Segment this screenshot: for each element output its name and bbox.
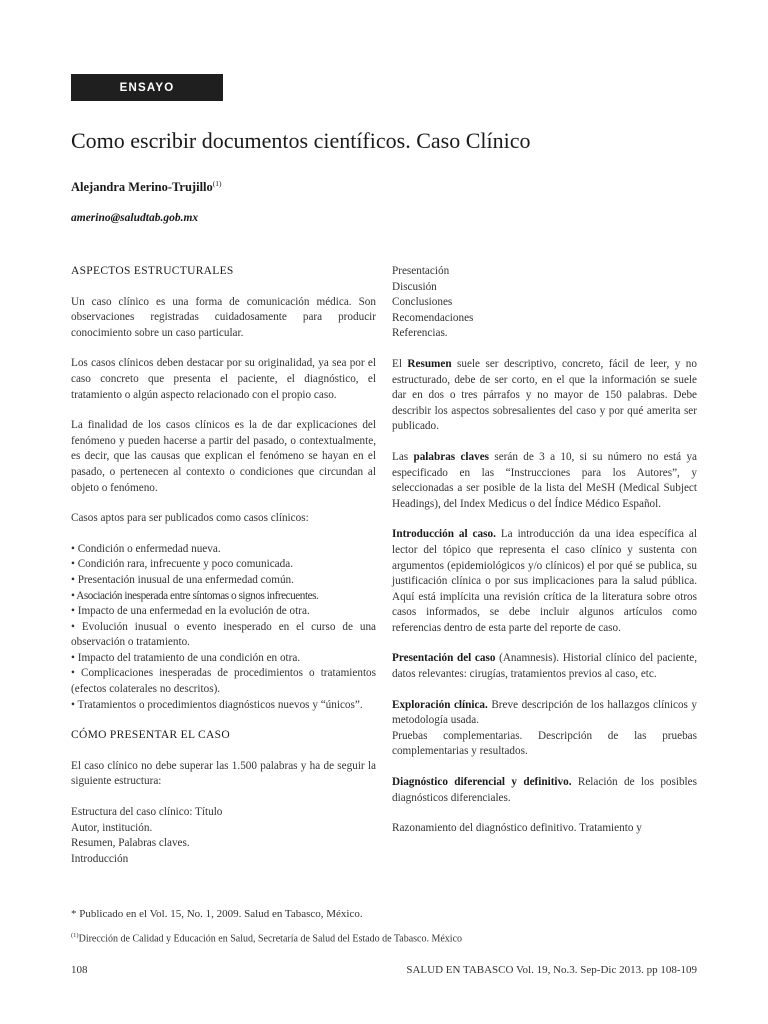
page-footer — [71, 964, 697, 976]
term-keywords: palabras claves — [413, 450, 490, 463]
list-item: • Condición o enfermedad nueva. — [71, 542, 221, 555]
footnote-published: * Publicado en el Vol. 15, No. 1, 2009. Salud en Tabasco, México. — [71, 908, 363, 920]
term-resumen: Resumen — [407, 357, 452, 370]
paragraph-case-presentation — [392, 651, 697, 682]
paragraph-diagnosis — [392, 775, 697, 806]
eligible-cases-list — [71, 542, 376, 714]
paragraph: El caso clínico no debe superar las 1.500 palabras y ha de seguir la siguiente estructura: — [71, 759, 376, 788]
section-badge: ENSAYO — [71, 74, 223, 101]
page-number: 108 — [71, 964, 88, 976]
structure-line: Conclusiones — [392, 296, 453, 309]
text-run: Las — [392, 450, 414, 463]
footnotes — [71, 908, 697, 944]
paragraph: Un caso clínico es una forma de comunicación médica. Son observaciones registradas cuidadosamente para producir conocimiento sobre un caso particular. — [71, 295, 376, 339]
right-column — [392, 264, 697, 852]
list-item: • Condición rara, infrecuente y poco comunicada. — [71, 558, 293, 571]
paragraph-keywords — [392, 450, 697, 512]
text-run: suele ser descriptivo, concreto, fácil de leer, y no estructurado, debe de ser corto, en el que la información se suele dar en dos o tres párrafos y no mayor de 150 palabras. Debe describir los aspectos sobresalientes del caso y por qué amerita ser publicado. — [392, 357, 697, 433]
text-run: Pruebas complementarias. Descripción de las pruebas complementarias y resultados. — [392, 729, 697, 758]
text-run: serán de 3 a 10, si su número no está ya especificado en las “Instrucciones para los Autores”, y seleccionadas a ser posible de la lista del MeSH (Medical Subject Headings), del Index Medicus o del Índice Médico Español. — [392, 450, 698, 510]
paragraph-exploration — [392, 698, 697, 760]
list-item: • Evolución inusual o evento inesperado en el curso de una observación o tratamiento. — [71, 620, 376, 649]
text-run: Breve descripción de los hallazgos clínicos y metodología usada. — [392, 698, 697, 727]
structure-line: Recomendaciones — [392, 311, 474, 324]
text-run: (Anamnesis). Historial clínico del paciente, datos relevantes: cirugías, tratamientos previos al caso, etc. — [392, 652, 697, 681]
structure-line: Autor, institución. — [71, 821, 153, 834]
heading-structural-aspects: ASPECTOS ESTRUCTURALES — [71, 265, 234, 277]
structure-line: Presentación — [392, 265, 450, 277]
affiliation-text: Dirección de Calidad y Educación en Salud, Secretaría de Salud del Estado de Tabasco. México — [78, 933, 463, 945]
structure-list-continued — [392, 264, 697, 342]
article-title: Como escribir documentos científicos. Caso Clínico — [71, 128, 531, 153]
term-diagnosis: Diagnóstico diferencial y definitivo. — [392, 776, 572, 789]
term-introduction: Introducción al caso. — [392, 528, 496, 541]
paragraph: La finalidad de los casos clínicos es la de dar explicaciones del fenómeno y pueden hacerse a partir del pasado, o contextualmente, es decir, que las causas que explican el fenómeno se hayan en el pasado, o pertenecen al contexto o condiciones que circundan al objeto o fenómeno. — [71, 419, 376, 494]
paragraph-introduction — [392, 527, 697, 636]
list-item: • Presentación inusual de una enfermedad común. — [71, 573, 294, 586]
text-run: La introducción da una idea específica al lector del tópico que representa el caso clínico y sustenta con argumentos (epidemiológicos y/o clínicos) el por qué se publica, su justificación clínica o por sus implicaciones para la salud pública. Aquí está implícita una revisión crítica de la literatura sobre otros casos informados, se debe incluir algunos artículos como referencias dentro de esta parte del reporte de caso. — [392, 528, 698, 634]
structure-line: Referencias. — [392, 327, 448, 340]
list-item: • Complicaciones inesperadas de procedimientos o tratamientos (efectos colaterales no descritos). — [71, 667, 376, 696]
list-item: • Impacto de una enfermedad en la evolución de otra. — [71, 605, 310, 618]
footnote-affiliation — [71, 932, 697, 944]
author-affiliation-marker: (1) — [212, 179, 222, 188]
author-name: Alejandra Merino-Trujillo — [71, 180, 213, 195]
left-column — [71, 264, 376, 882]
affiliation-marker: (1) — [71, 932, 79, 939]
list-item: • Asociación inesperada entre síntomas o signos infrecuentes. — [71, 589, 319, 602]
author-line — [71, 179, 222, 195]
structure-list — [71, 805, 376, 867]
structure-line: Introducción — [71, 852, 129, 865]
heading-how-to-present: CÓMO PRESENTAR EL CASO — [71, 729, 230, 742]
structure-line: Estructura del caso clínico: Título — [71, 806, 223, 819]
structure-line: Discusión — [392, 280, 437, 293]
text-run: Relación de los posibles diagnósticos diferenciales. — [392, 776, 697, 804]
list-item: • Tratamientos o procedimientos diagnósticos nuevos y “únicos”. — [71, 698, 363, 711]
paragraph: Los casos clínicos deben destacar por su originalidad, ya sea por el caso concreto que presenta el paciente, el diagnóstico, el tratamiento o algún aspecto relacionado con el propio caso. — [71, 357, 376, 401]
structure-line: Resumen, Palabras claves. — [71, 837, 190, 850]
term-exploration: Exploración clínica. — [392, 698, 488, 711]
journal-reference: SALUD EN TABASCO Vol. 19, No.3. Sep-Dic 2013. pp 108-109 — [406, 964, 697, 976]
text-run: El — [392, 357, 408, 370]
paragraph: Casos aptos para ser publicados como casos clínicos: — [71, 512, 309, 525]
author-email: amerino@saludtab.gob.mx — [71, 212, 199, 224]
paragraph-reasoning: Razonamiento del diagnóstico definitivo. Tratamiento y — [392, 822, 642, 835]
term-case-presentation: Presentación del caso — [392, 652, 496, 665]
list-item: • Impacto del tratamiento de una condición en otra. — [71, 651, 301, 664]
paragraph-resumen — [392, 357, 697, 435]
